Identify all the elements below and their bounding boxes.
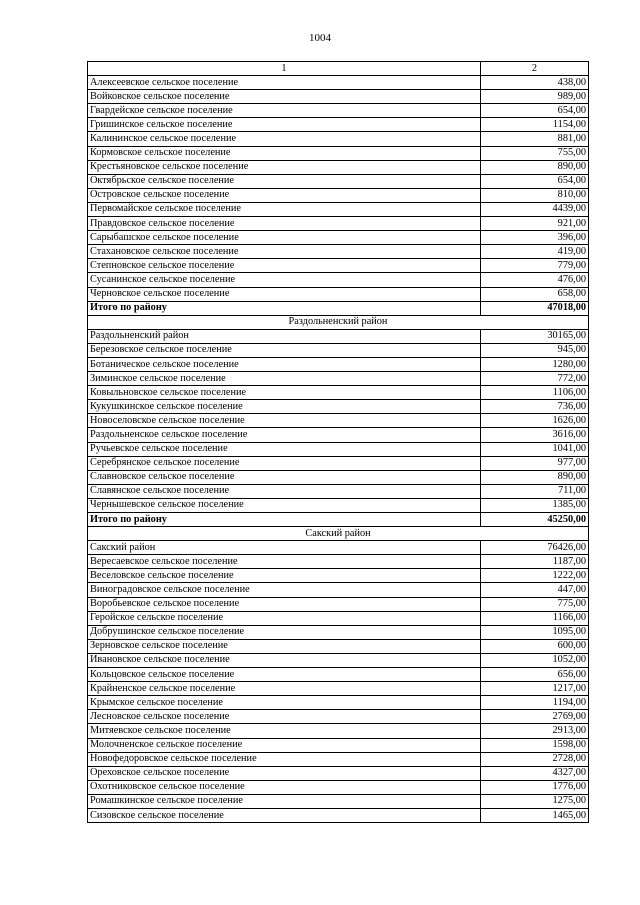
settlement-name: Стахановское сельское поселение <box>88 245 481 259</box>
section-title: Раздольненский район <box>88 315 589 329</box>
table-row <box>88 456 589 470</box>
table-row <box>88 668 589 682</box>
table-row <box>88 245 589 259</box>
settlement-name: Раздольненское сельское поселение <box>88 428 481 442</box>
settlement-name: Вересаевское сельское поселение <box>88 555 481 569</box>
settlement-amount: 600,00 <box>481 639 589 653</box>
settlement-name: Войковское сельское поселение <box>88 90 481 104</box>
table-row <box>88 794 589 808</box>
table-row <box>88 188 589 202</box>
settlement-amount: 4439,00 <box>481 202 589 216</box>
settlement-amount: 989,00 <box>481 90 589 104</box>
table-row <box>88 372 589 386</box>
settlement-amount: 1465,00 <box>481 808 589 822</box>
settlement-amount: 775,00 <box>481 597 589 611</box>
section-title-row <box>88 527 589 541</box>
table-row <box>88 710 589 724</box>
settlement-amount: 654,00 <box>481 174 589 188</box>
settlement-name: Первомайское сельское поселение <box>88 202 481 216</box>
table-row <box>88 329 589 343</box>
section-title-row <box>88 315 589 329</box>
settlement-amount: 890,00 <box>481 470 589 484</box>
table-row <box>88 696 589 710</box>
total-label: Итого по району <box>88 301 481 315</box>
settlement-amount: 654,00 <box>481 104 589 118</box>
table-row <box>88 428 589 442</box>
settlement-name: Славновское сельское поселение <box>88 470 481 484</box>
table-row <box>88 118 589 132</box>
settlement-name: Ромашкинское сельское поселение <box>88 794 481 808</box>
settlement-amount: 476,00 <box>481 273 589 287</box>
table-row <box>88 146 589 160</box>
settlement-name: Гришинское сельское поселение <box>88 118 481 132</box>
table-row <box>88 231 589 245</box>
settlement-name: Раздольненский район <box>88 329 481 343</box>
settlement-amount: 1041,00 <box>481 442 589 456</box>
table-header-row <box>88 62 589 76</box>
settlement-amount: 736,00 <box>481 400 589 414</box>
table-row <box>88 808 589 822</box>
settlement-name: Ковыльновское сельское поселение <box>88 386 481 400</box>
settlement-name: Воробьевское сельское поселение <box>88 597 481 611</box>
settlement-name: Островское сельское поселение <box>88 188 481 202</box>
settlement-amount: 945,00 <box>481 343 589 357</box>
table-row <box>88 386 589 400</box>
table-row <box>88 555 589 569</box>
settlement-amount: 711,00 <box>481 484 589 498</box>
table-row <box>88 174 589 188</box>
table-row <box>88 160 589 174</box>
settlement-name: Черновское сельское поселение <box>88 287 481 301</box>
settlement-amount: 658,00 <box>481 287 589 301</box>
district-total-row <box>88 301 589 315</box>
settlement-name: Лесновское сельское поселение <box>88 710 481 724</box>
table-row <box>88 625 589 639</box>
settlement-name: Степновское сельское поселение <box>88 259 481 273</box>
table-row <box>88 611 589 625</box>
district-total-row <box>88 513 589 527</box>
settlement-name: Веселовское сельское поселение <box>88 569 481 583</box>
settlement-name: Кольцовское сельское поселение <box>88 668 481 682</box>
settlement-name: Алексеевское сельское поселение <box>88 76 481 90</box>
table-row <box>88 259 589 273</box>
settlement-amount: 921,00 <box>481 217 589 231</box>
settlement-amount: 1222,00 <box>481 569 589 583</box>
table-row <box>88 90 589 104</box>
table-row <box>88 738 589 752</box>
settlement-amount: 2769,00 <box>481 710 589 724</box>
settlement-amount: 779,00 <box>481 259 589 273</box>
settlement-amount: 1187,00 <box>481 555 589 569</box>
settlement-name: Охотниковское сельское поселение <box>88 780 481 794</box>
table-row <box>88 273 589 287</box>
settlement-name: Березовское сельское поселение <box>88 343 481 357</box>
table-row <box>88 653 589 667</box>
table-row <box>88 470 589 484</box>
settlement-amount: 810,00 <box>481 188 589 202</box>
settlement-name: Сизовское сельское поселение <box>88 808 481 822</box>
column-header-name: 1 <box>88 62 481 76</box>
settlement-amount: 1598,00 <box>481 738 589 752</box>
settlement-amount: 656,00 <box>481 668 589 682</box>
settlement-name: Ручьевское сельское поселение <box>88 442 481 456</box>
settlement-name: Новоселовское сельское поселение <box>88 414 481 428</box>
settlement-amount: 2913,00 <box>481 724 589 738</box>
table-row <box>88 442 589 456</box>
settlement-name: Крестьяновское сельское поселение <box>88 160 481 174</box>
settlement-name: Молочненское сельское поселение <box>88 738 481 752</box>
settlement-amount: 1095,00 <box>481 625 589 639</box>
table-row <box>88 597 589 611</box>
settlement-amount: 30165,00 <box>481 329 589 343</box>
settlement-amount: 76426,00 <box>481 541 589 555</box>
table-row <box>88 682 589 696</box>
settlement-amount: 447,00 <box>481 583 589 597</box>
settlement-amount: 755,00 <box>481 146 589 160</box>
settlement-amount: 419,00 <box>481 245 589 259</box>
settlement-name: Сакский район <box>88 541 481 555</box>
settlement-amount: 890,00 <box>481 160 589 174</box>
settlement-name: Калининское сельское поселение <box>88 132 481 146</box>
settlement-amount: 396,00 <box>481 231 589 245</box>
settlement-amount: 977,00 <box>481 456 589 470</box>
table-row <box>88 541 589 555</box>
table-row <box>88 569 589 583</box>
total-label: Итого по району <box>88 513 481 527</box>
settlement-amount: 3616,00 <box>481 428 589 442</box>
settlement-name: Кукушкинское сельское поселение <box>88 400 481 414</box>
settlement-amount: 438,00 <box>481 76 589 90</box>
settlement-name: Серебрянское сельское поселение <box>88 456 481 470</box>
settlement-name: Славянское сельское поселение <box>88 484 481 498</box>
table-row <box>88 414 589 428</box>
table-row <box>88 202 589 216</box>
settlement-name: Ботаническое сельское поселение <box>88 357 481 371</box>
page-number: 1004 <box>309 32 331 44</box>
settlement-amount: 2728,00 <box>481 752 589 766</box>
settlement-name: Геройское сельское поселение <box>88 611 481 625</box>
table-row <box>88 583 589 597</box>
settlement-amount: 881,00 <box>481 132 589 146</box>
settlement-amount: 1217,00 <box>481 682 589 696</box>
section-title: Сакский район <box>88 527 589 541</box>
settlement-amount: 1166,00 <box>481 611 589 625</box>
table-row <box>88 76 589 90</box>
settlement-amount: 1385,00 <box>481 498 589 512</box>
table-row <box>88 400 589 414</box>
settlement-name: Добрушинское сельское поселение <box>88 625 481 639</box>
settlement-name: Гвардейское сельское поселение <box>88 104 481 118</box>
table-row <box>88 132 589 146</box>
settlement-name: Виноградовское сельское поселение <box>88 583 481 597</box>
settlement-amount: 1154,00 <box>481 118 589 132</box>
settlement-name: Зерновское сельское поселение <box>88 639 481 653</box>
table-row <box>88 639 589 653</box>
settlement-amount: 1626,00 <box>481 414 589 428</box>
table-row <box>88 498 589 512</box>
settlement-amount: 4327,00 <box>481 766 589 780</box>
settlement-name: Ореховское сельское поселение <box>88 766 481 780</box>
settlement-name: Новофедоровское сельское поселение <box>88 752 481 766</box>
table-row <box>88 357 589 371</box>
settlement-amount: 1275,00 <box>481 794 589 808</box>
settlement-name: Сарыбашское сельское поселение <box>88 231 481 245</box>
settlement-amount: 1106,00 <box>481 386 589 400</box>
table-row <box>88 780 589 794</box>
settlement-name: Ивановское сельское поселение <box>88 653 481 667</box>
settlement-name: Крымское сельское поселение <box>88 696 481 710</box>
total-value: 45250,00 <box>481 513 589 527</box>
settlement-amount: 772,00 <box>481 372 589 386</box>
table-row <box>88 104 589 118</box>
column-header-amount: 2 <box>481 62 589 76</box>
settlement-amount: 1776,00 <box>481 780 589 794</box>
allocation-table <box>87 61 589 823</box>
table-row <box>88 752 589 766</box>
table-row <box>88 343 589 357</box>
settlement-name: Крайненское сельское поселение <box>88 682 481 696</box>
table-row <box>88 217 589 231</box>
table-row <box>88 766 589 780</box>
settlement-name: Правдовское сельское поселение <box>88 217 481 231</box>
settlement-amount: 1052,00 <box>481 653 589 667</box>
settlement-name: Сусанинское сельское поселение <box>88 273 481 287</box>
table-row <box>88 287 589 301</box>
settlement-name: Октябрьское сельское поселение <box>88 174 481 188</box>
total-value: 47018,00 <box>481 301 589 315</box>
settlement-name: Зиминское сельское поселение <box>88 372 481 386</box>
table-row <box>88 724 589 738</box>
settlement-name: Чернышевское сельское поселение <box>88 498 481 512</box>
settlement-name: Митяевское сельское поселение <box>88 724 481 738</box>
table-row <box>88 484 589 498</box>
settlement-amount: 1280,00 <box>481 357 589 371</box>
settlement-amount: 1194,00 <box>481 696 589 710</box>
settlement-name: Кормовское сельское поселение <box>88 146 481 160</box>
